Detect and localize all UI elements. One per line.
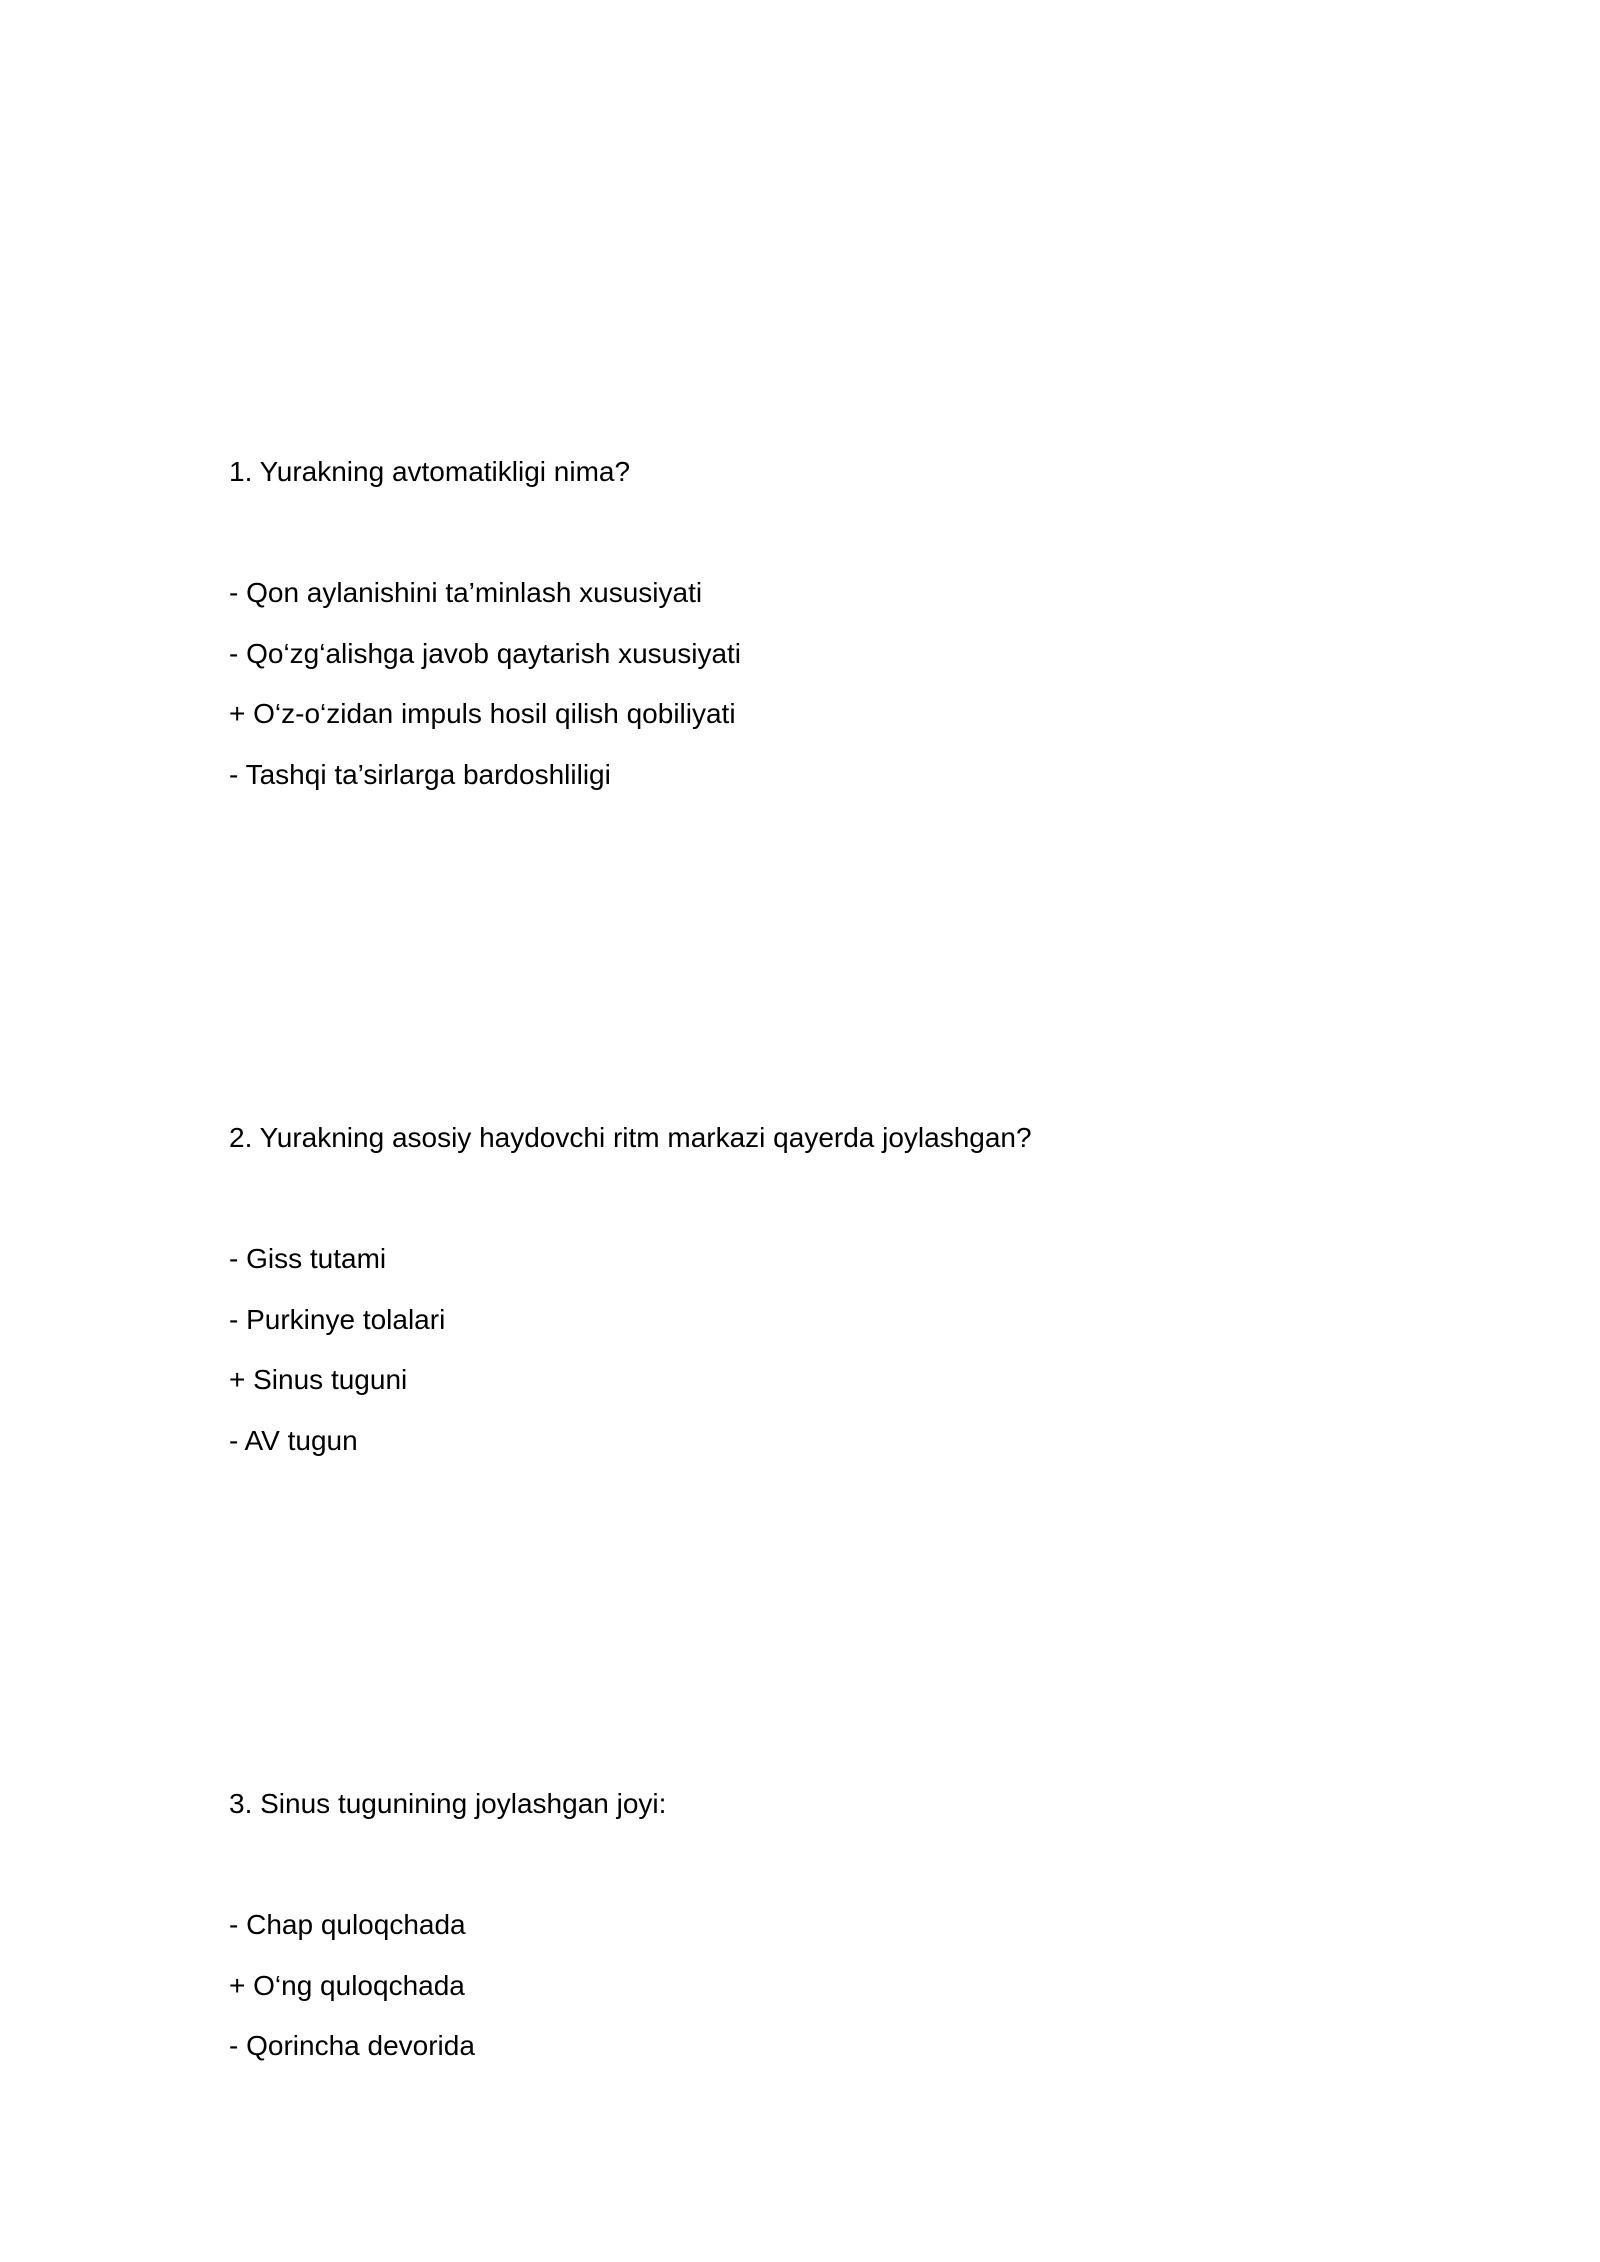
question-3	[229, 1784, 1429, 2087]
question-2	[229, 1118, 1429, 1481]
answer-option: - Qo‘zg‘alishga javob qaytarish xususiyati	[229, 637, 742, 669]
answer-option-correct: + Sinus tuguni	[229, 1364, 408, 1395]
answer-option: - Tashqi ta’sirlarga bardoshliligi	[229, 758, 611, 790]
answer-option: - Qorincha devorida	[229, 2030, 475, 2061]
answer-option: - AV tugun	[229, 1424, 358, 1456]
answer-options	[229, 573, 1429, 795]
question-text: 1. Yurakning avtomatikligi nima?	[229, 456, 631, 487]
answer-option-correct: + O‘ng quloqchada	[229, 1969, 465, 2001]
answer-options	[229, 1905, 1429, 2066]
question-1	[229, 452, 1429, 815]
question-text: 2. Yurakning asosiy haydovchi ritm markazi qayerda joylashgan?	[229, 1122, 1032, 1153]
answer-option-correct: + O‘z-o‘zidan impuls hosil qilish qobiliyati	[229, 698, 736, 729]
answer-option: - Chap quloqchada	[229, 1909, 466, 1940]
answer-option: - Giss tutami	[229, 1243, 387, 1274]
answer-options	[229, 1239, 1429, 1461]
answer-option: - Qon aylanishini ta’minlash xususiyati	[229, 577, 703, 608]
answer-option: - Purkinye tolalari	[229, 1303, 446, 1335]
question-text: 3. Sinus tugunining joylashgan joyi:	[229, 1788, 667, 1819]
